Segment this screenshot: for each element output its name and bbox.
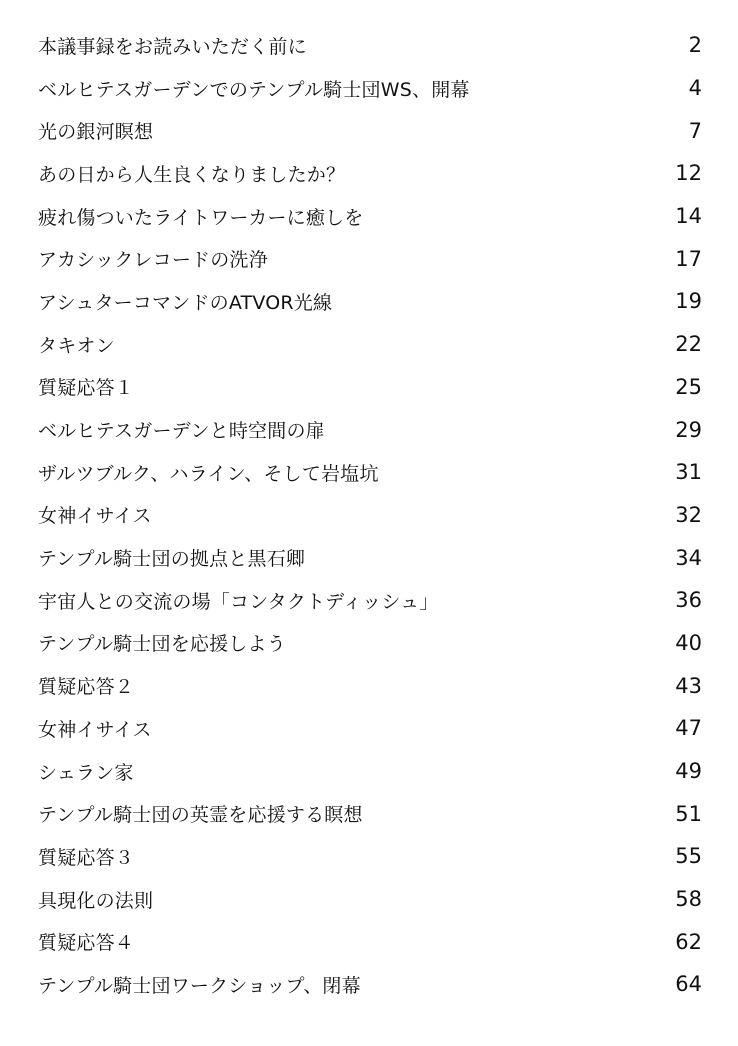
toc-entry-page: 29 — [675, 417, 702, 442]
toc-entry-title: テンプル騎士団の拠点と黒石卿 — [38, 548, 306, 571]
toc-entry-title: 質疑応答４ — [38, 932, 135, 955]
toc-entry-page: 36 — [675, 588, 702, 613]
toc-entry-page: 55 — [675, 844, 702, 869]
toc-entry-title: テンプル騎士団を応援しよう — [38, 633, 286, 656]
toc-entry[interactable] — [0, 67, 738, 110]
toc-entry-title: 疲れ傷ついたライトワーカーに癒しを — [38, 206, 364, 229]
toc-entry[interactable] — [0, 536, 738, 579]
toc-entry-page: 14 — [675, 204, 702, 229]
toc-entry-title: ベルヒテスガーデンと時空間の扉 — [38, 420, 325, 443]
toc-entry-title: 女神イサイス — [38, 718, 152, 741]
toc-entry-page: 34 — [675, 545, 702, 570]
toc-entry-title: ザルツブルク、ハライン、そして岩塩坑 — [38, 462, 379, 485]
toc-entry-title: アシュターコマンドのATVOR光線 — [38, 291, 333, 314]
toc-entry-page: 7 — [688, 118, 702, 143]
toc-entry-title: 女神イサイス — [38, 505, 152, 528]
toc-entry-page: 22 — [675, 332, 702, 357]
toc-entry[interactable] — [0, 366, 738, 409]
toc-entry[interactable] — [0, 237, 738, 280]
toc-entry-page: 12 — [675, 161, 702, 186]
toc-entry[interactable] — [0, 963, 738, 1006]
toc-entry[interactable] — [0, 152, 738, 195]
toc-entry-page: 25 — [675, 374, 702, 399]
toc-entry[interactable] — [0, 835, 738, 878]
toc-entry-page: 47 — [675, 716, 702, 741]
toc-entry-page: 19 — [675, 289, 702, 314]
toc-entry-page: 40 — [675, 630, 702, 655]
toc-entry[interactable] — [0, 750, 738, 793]
toc-entry-page: 32 — [675, 502, 702, 527]
toc-entry[interactable] — [0, 707, 738, 750]
toc-entry[interactable] — [0, 323, 738, 366]
toc-entry-title: ベルヒテスガーデンでのテンプル騎士団WS、開幕 — [38, 78, 470, 101]
toc-entry-title: タキオン — [38, 334, 115, 357]
toc-entry[interactable] — [0, 622, 738, 665]
toc-entry[interactable] — [0, 24, 738, 67]
toc-entry[interactable] — [0, 494, 738, 537]
toc-entry[interactable] — [0, 451, 738, 494]
toc-entry[interactable] — [0, 792, 738, 835]
toc-entry[interactable] — [0, 878, 738, 921]
toc-entry-title: アカシックレコードの洗浄 — [38, 249, 268, 272]
toc-entry-page: 51 — [675, 801, 702, 826]
toc-entry-title: 光の銀河瞑想 — [38, 121, 154, 144]
toc-entry-title: テンプル騎士団ワークショップ、閉幕 — [38, 974, 361, 997]
toc-entry[interactable] — [0, 664, 738, 707]
toc-entry-title: テンプル騎士団の英霊を応援する瞑想 — [38, 804, 363, 827]
toc-entry-title: 具現化の法則 — [38, 889, 154, 912]
toc-entry-page: 62 — [675, 929, 702, 954]
toc-entry-page: 2 — [688, 33, 702, 58]
toc-entry-page: 31 — [675, 460, 702, 485]
toc-entry-title: 質疑応答３ — [38, 846, 135, 869]
toc-entry-page: 64 — [675, 972, 702, 997]
toc-entry[interactable] — [0, 408, 738, 451]
toc-entry-title: シェラン家 — [38, 761, 134, 784]
toc-entry-title: 宇宙人との交流の場「コンタクトディッシュ」 — [38, 590, 439, 613]
toc-entry-page: 58 — [675, 887, 702, 912]
toc-entry[interactable] — [0, 579, 738, 622]
toc-entry[interactable] — [0, 920, 738, 963]
toc-entry[interactable] — [0, 109, 738, 152]
toc-entry-page: 49 — [675, 759, 702, 784]
toc-entry-page: 17 — [675, 246, 702, 271]
toc-entry-title: あの日から人生良くなりましたか？ — [38, 163, 346, 186]
toc-entry[interactable] — [0, 195, 738, 238]
toc-entry-page: 43 — [675, 673, 702, 698]
toc-entry-title: 質疑応答１ — [38, 377, 135, 400]
toc-entry-title: 質疑応答２ — [38, 676, 135, 699]
toc-entry[interactable] — [0, 280, 738, 323]
toc-entry-page: 4 — [688, 76, 702, 101]
toc-entry-title: 本議事録をお読みいただく前に — [38, 35, 307, 58]
